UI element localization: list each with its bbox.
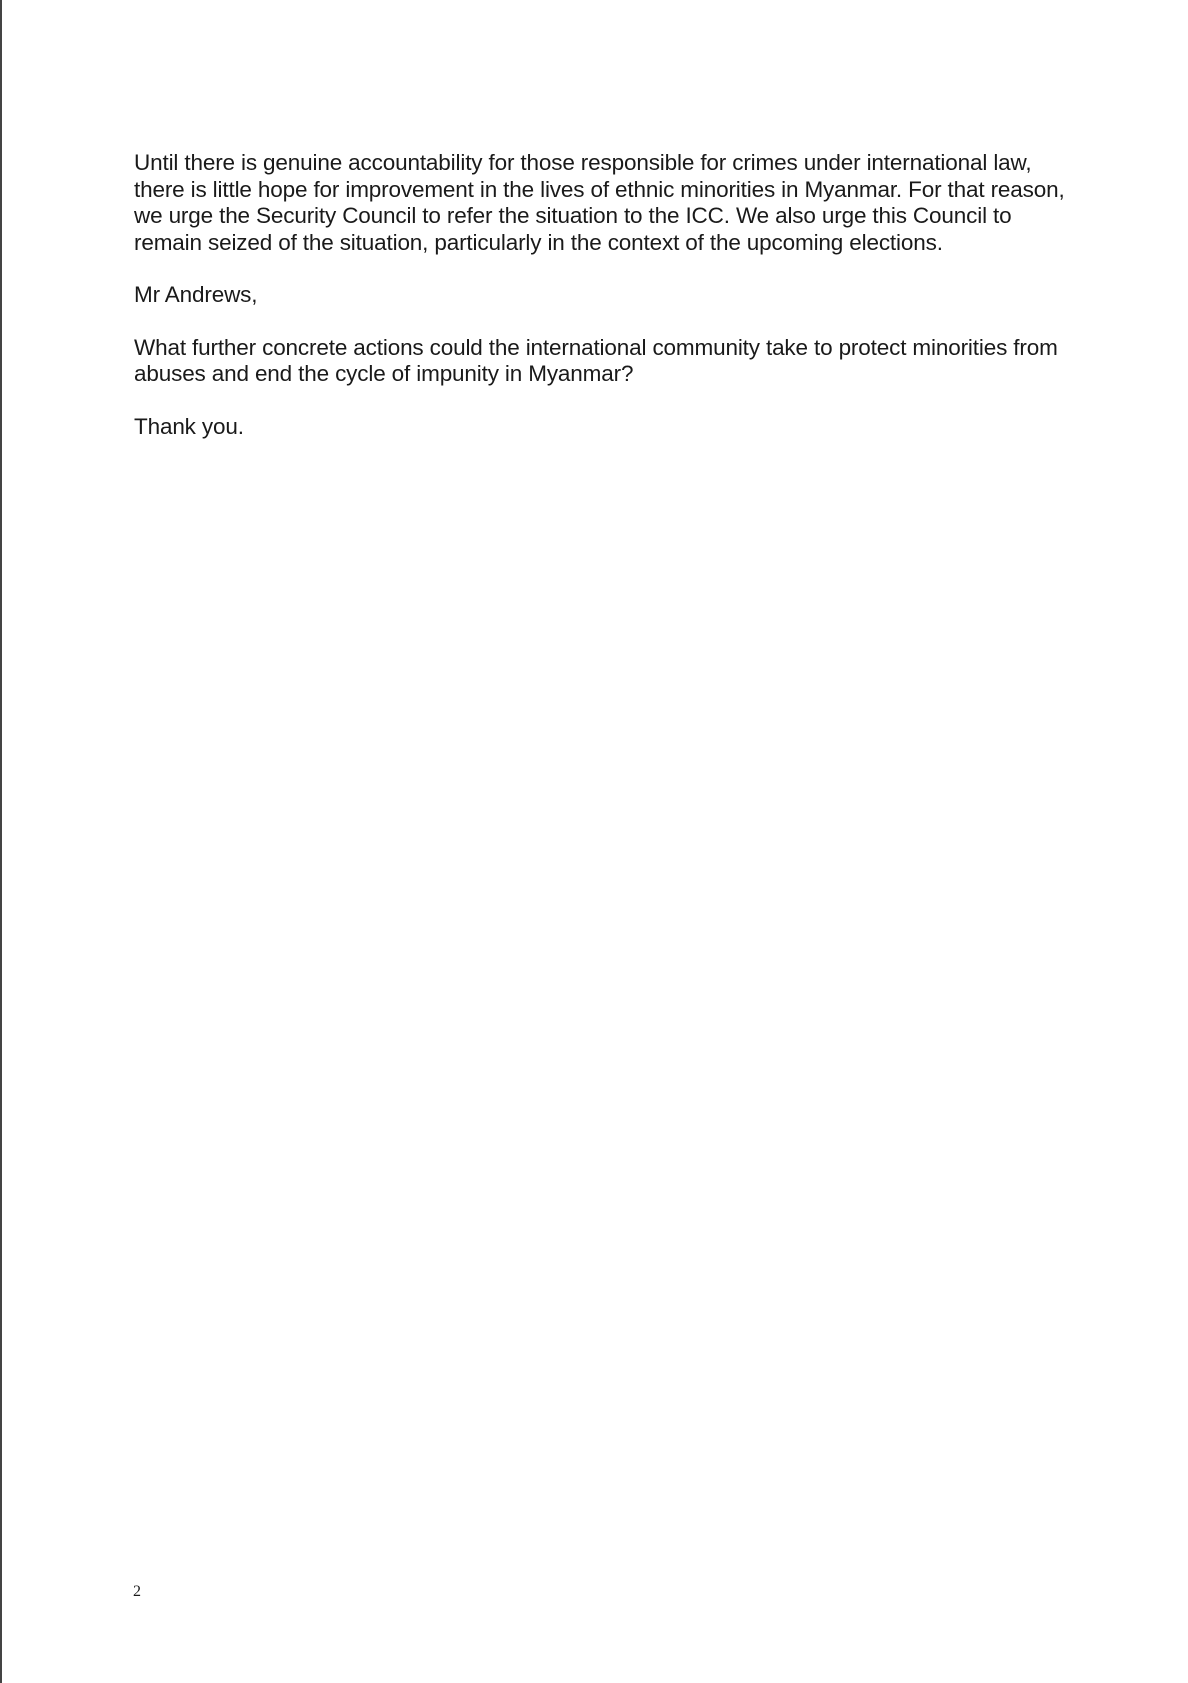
document-body bbox=[134, 150, 1084, 466]
text-line: remain seized of the situation, particularly in the context of the upcoming elections. bbox=[134, 229, 943, 255]
paragraph-salutation bbox=[134, 282, 1084, 309]
text-line: we urge the Security Council to refer the situation to the ICC. We also urge this Council to bbox=[134, 203, 1012, 228]
paragraph-accountability bbox=[134, 150, 1084, 256]
text-line: abuses and end the cycle of impunity in Myanmar? bbox=[134, 361, 634, 386]
text-line: Mr Andrews, bbox=[134, 282, 258, 307]
text-line: Thank you. bbox=[134, 413, 244, 439]
page-number: 2 bbox=[133, 1583, 141, 1600]
paragraph-closing bbox=[134, 414, 1084, 441]
text-line: there is little hope for improvement in the lives of ethnic minorities in Myanmar. For that reason, bbox=[134, 176, 1065, 202]
text-line: What further concrete actions could the international community take to protect minorities from bbox=[134, 334, 1058, 360]
text-line: Until there is genuine accountability for those responsible for crimes under international law, bbox=[134, 150, 1032, 175]
paragraph-question bbox=[134, 335, 1084, 388]
